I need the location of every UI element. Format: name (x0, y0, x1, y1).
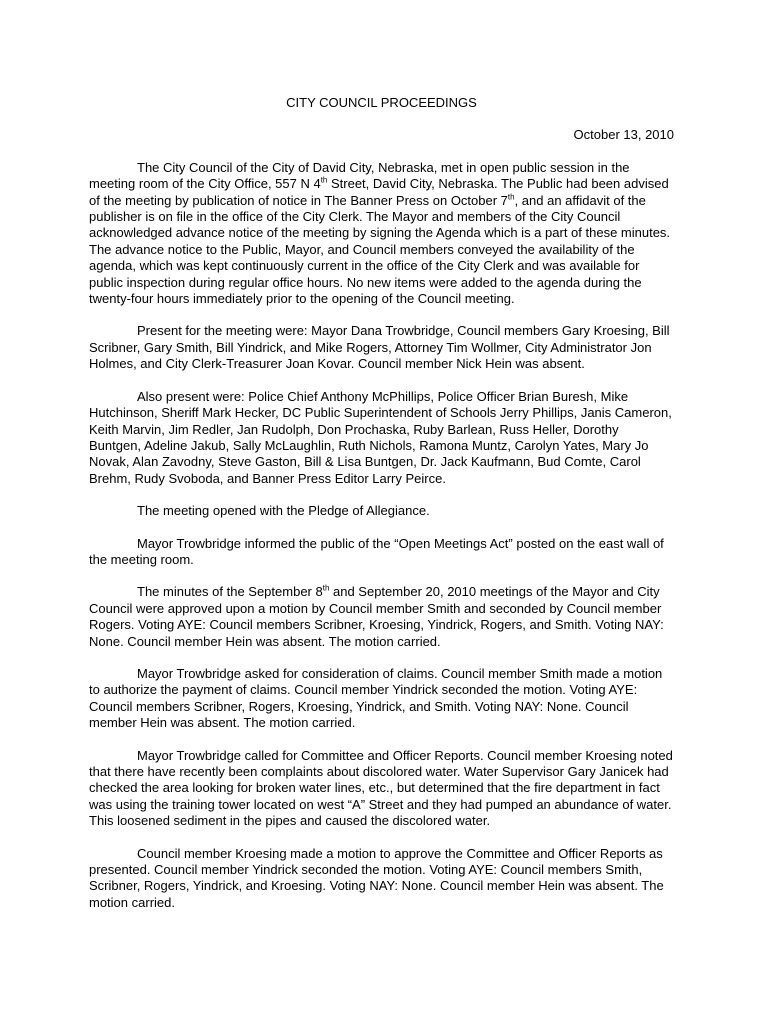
paragraph-open-meetings-act: Mayor Trowbridge informed the public of the “Open Meetings Act” posted on the east wall of the meeting room. (89, 535, 664, 567)
paragraph-claims: Mayor Trowbridge asked for consideration of claims. Council member Smith made a motion to authorize the payment of claims. Council member Yindrick seconded the motion. Voting AYE: Council members Scribner, Rogers, Kroesing, Yindrick, and Smith. Voting NAY: None. Council member Hein was absent. The motion carried. (89, 665, 663, 731)
paragraph-also-present: Also present were: Police Chief Anthony McPhillips, Police Officer Brian Buresh, Mike Hutchinson, Sheriff Mark Hecker, DC Public Superintendent of Schools Jerry Phillips, Janis Cameron, Keith Marvin, Jim Redler, Jan Rudolph, Don Prochaska, Ruby Barlean, Russ Heller, Dorothy Buntgen, Adeline Jakub, Sally McLaughlin, Ruth Nichols, Ramona Muntz, Carolyn Yates, Mary Jo Novak, Alan Zavodny, Steve Gaston, Bill & Lisa Buntgen, Dr. Jack Kaufmann, Bud Comte, Carol Brehm, Rudy Svoboda, and Banner Press Editor Larry Peirce. (89, 388, 672, 486)
paragraph-reports-motion: Council member Kroesing made a motion to approve the Committee and Officer Reports as presented. Council member Yindrick seconded the motion. Voting AYE: Council members Smith, Scribner, Rogers, Yindrick, and Kroesing. Voting NAY: None. Council member Hein was absent. The motion carried. (89, 845, 664, 910)
paragraph-opening: The City Council of the City of David City, Nebraska, met in open public session in the meeting room of the City Office, 557 N 4th Street, David City, Nebraska. The Public had been advised of the meeting by publication of notice in The Banner Press on October 7th, and an affidavit of the publisher is on file in the office of the City Clerk. The Mayor and members of the City Council acknowledged advance notice of the meeting by signing the Agenda which is a part of these minutes. The advance notice to the Public, Mayor, and Council members conveyed the availability of the agenda, which was kept continuously current in the office of the City Clerk and was available for public inspection during regular office hours. No new items were added to the agenda during the twenty-four hours immediately prior to the opening of the Council meeting. (89, 159, 671, 307)
meeting-date: October 13, 2010 (573, 127, 674, 143)
paragraph-minutes: The minutes of the September 8th and September 20, 2010 meetings of the Mayor and City Council were approved upon a motion by Council member Smith and seconded by Council member Rogers. Voting AYE: Council members Scribner, Kroesing, Yindrick, Rogers, and Smith. Voting NAY: None. Council member Hein was absent. The motion carried. (89, 584, 664, 649)
paragraph-present: Present for the meeting were: Mayor Dana Trowbridge, Council members Gary Kroesing, Bill Scribner, Gary Smith, Bill Yindrick, and Mike Rogers, Attorney Tim Wollmer, City Administrator Jon Holmes, and City Clerk-Treasurer Joan Kovar. Council member Nick Hein was absent. (89, 323, 670, 372)
paragraph-committee-reports: Mayor Trowbridge called for Committee and Officer Reports. Council member Kroesing noted that there have recently been complaints about discolored water. Water Supervisor Gary Janicek had checked the area looking for broken water lines, etc., but determined that the fire department in fact was using the training tower located on west “A” Street and they had pumped an abundance of water. This loosened sediment in the pipes and caused the discolored water. (89, 747, 673, 829)
paragraph-pledge: The meeting opened with the Pledge of Allegiance. (137, 503, 430, 519)
document-body (89, 95, 674, 927)
document-title: CITY COUNCIL PROCEEDINGS (286, 95, 477, 110)
